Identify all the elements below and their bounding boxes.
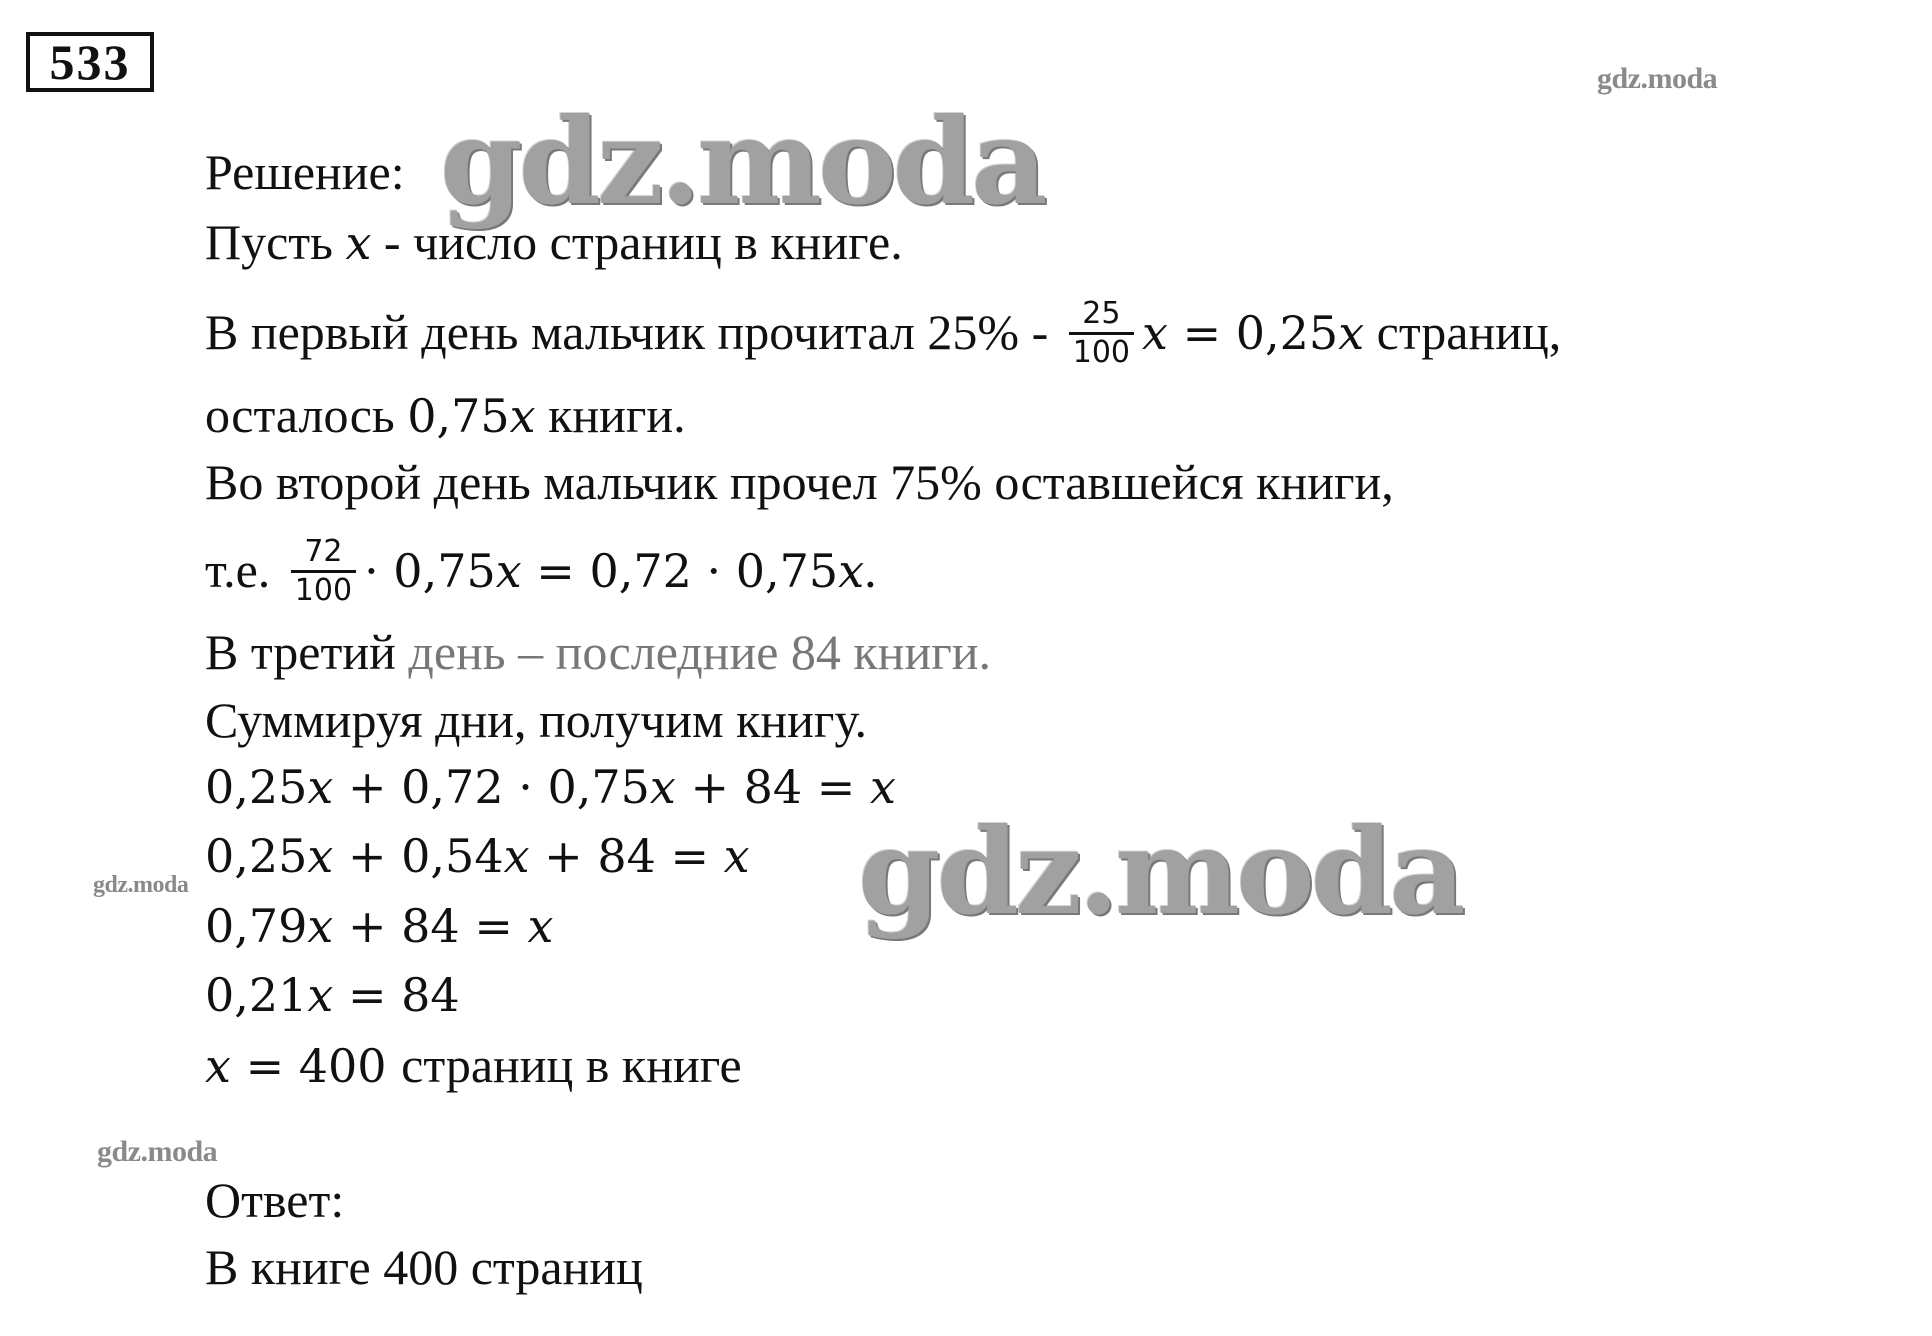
var-x: x bbox=[527, 899, 554, 953]
equation-5 bbox=[205, 1035, 742, 1096]
equation-3 bbox=[205, 896, 553, 956]
sum-line: Суммируя дни, получим книгу. bbox=[205, 692, 867, 748]
eq4-a: 0,21 bbox=[205, 968, 308, 1022]
var-x: x bbox=[649, 760, 676, 814]
day3-line bbox=[205, 622, 991, 682]
answer-label: Ответ: bbox=[205, 1172, 345, 1228]
eq1-b: + 0,72 · 0,75 bbox=[333, 760, 650, 814]
eq2-b: + 0,54 bbox=[333, 829, 504, 883]
watermark-large-middle: gdz.moda bbox=[858, 802, 1462, 941]
var-x: x bbox=[307, 899, 334, 953]
equation-1 bbox=[205, 757, 896, 817]
day2-end: . bbox=[864, 541, 877, 598]
var-x: x bbox=[723, 829, 750, 883]
eq3-a: 0,79 bbox=[205, 899, 308, 953]
var-x: x bbox=[307, 760, 334, 814]
var-x: x bbox=[869, 760, 896, 814]
eq1-a: 0,25 bbox=[205, 760, 308, 814]
remaining-suffix: книги. bbox=[535, 387, 686, 443]
var-x: x bbox=[509, 389, 536, 443]
ie-prefix: т.е. bbox=[205, 541, 283, 598]
equation-2 bbox=[205, 826, 750, 886]
day1-fraction-numerator: 25 bbox=[1082, 296, 1121, 331]
eq5-b: = 400 bbox=[230, 1039, 402, 1093]
day2-expr-a: · 0,75 bbox=[364, 543, 496, 598]
day1-line bbox=[205, 296, 1562, 375]
watermark-large-top: gdz.moda bbox=[440, 92, 1044, 231]
remaining-value: 0,75 bbox=[407, 389, 510, 443]
remaining-prefix: осталось bbox=[205, 387, 408, 443]
remaining-line bbox=[205, 385, 686, 446]
day1-suffix: страниц, bbox=[1364, 303, 1562, 360]
var-x: x bbox=[307, 829, 334, 883]
answer-text: В книге 400 страниц bbox=[205, 1239, 643, 1295]
day1-equation: = 0,25 bbox=[1167, 305, 1339, 360]
day1-fraction-denominator: 100 bbox=[1072, 335, 1131, 370]
equation-4 bbox=[205, 965, 460, 1025]
ie-line bbox=[205, 534, 877, 613]
eq4-b: = 84 bbox=[333, 968, 460, 1022]
var-x: x bbox=[503, 829, 530, 883]
watermark-left-mid: gdz.moda bbox=[93, 872, 189, 898]
var-x: x bbox=[495, 543, 522, 598]
day3-text-b: день – последние 84 книги. bbox=[408, 624, 991, 680]
solution-label: Решение: bbox=[205, 144, 405, 200]
day1-text: В первый день мальчик прочитал 25% - bbox=[205, 303, 1049, 360]
var-x: x bbox=[1142, 305, 1168, 360]
var-x: x bbox=[205, 1039, 231, 1093]
var-x: x bbox=[307, 968, 334, 1022]
day2-fraction bbox=[291, 534, 356, 609]
watermark-top-right: gdz.moda bbox=[1597, 62, 1718, 95]
day3-text-a: В третий bbox=[205, 624, 409, 680]
eq5-c: страниц в книге bbox=[401, 1037, 742, 1093]
eq1-c: + 84 = bbox=[675, 760, 870, 814]
day2-fraction-denominator: 100 bbox=[294, 573, 353, 608]
watermark-left-low: gdz.moda bbox=[97, 1135, 218, 1168]
eq2-c: + 84 = bbox=[529, 829, 724, 883]
eq3-b: + 84 = bbox=[333, 899, 528, 953]
day2-fraction-numerator: 72 bbox=[304, 534, 343, 569]
day2-expr-b: = 0,72 · 0,75 bbox=[521, 543, 839, 598]
var-x: x bbox=[1338, 305, 1365, 360]
eq2-a: 0,25 bbox=[205, 829, 308, 883]
var-x: x bbox=[345, 216, 372, 270]
problem-number-box: 533 bbox=[26, 32, 154, 92]
let-suffix: - число страниц в книге. bbox=[371, 214, 903, 270]
day1-fraction bbox=[1069, 296, 1134, 371]
let-prefix: Пусть bbox=[205, 214, 346, 270]
day2-line: Во второй день мальчик прочел 75% оставшейся книги, bbox=[205, 454, 1394, 510]
var-x: x bbox=[838, 543, 865, 598]
